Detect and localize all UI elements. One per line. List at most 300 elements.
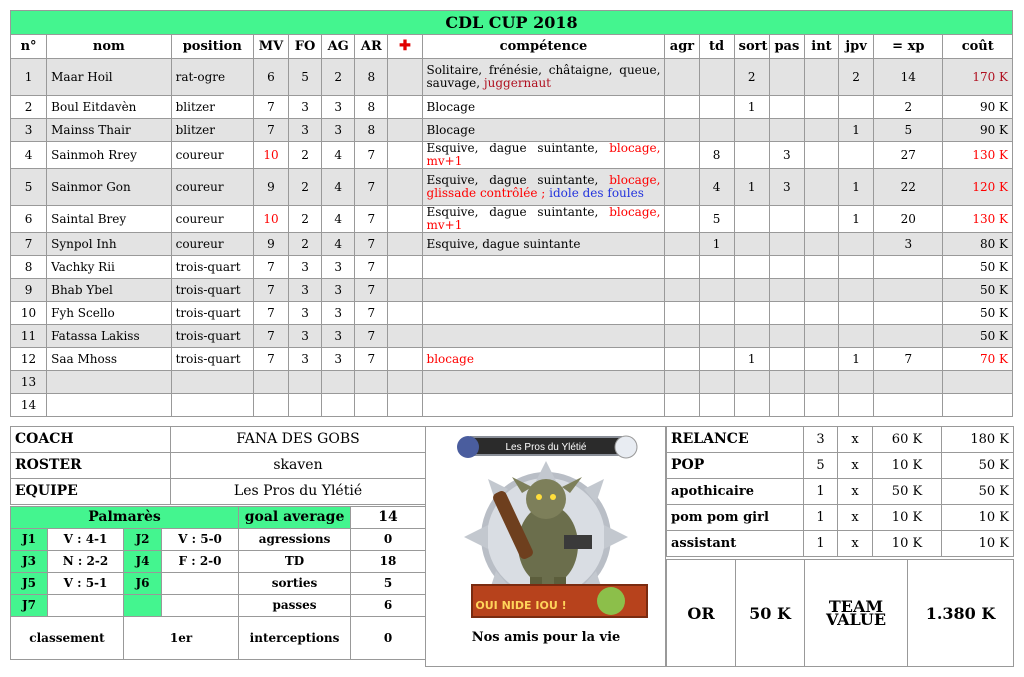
cell-sort [734,206,769,233]
cell-xp [874,394,943,417]
cell-pas [769,394,804,417]
cell-nom: Boul Eitdavèn [47,96,171,119]
cell-pas: 3 [769,169,804,206]
cell-nom [47,371,171,394]
team-logo [425,426,666,667]
cell-nom [47,394,171,417]
staff-qty: 1 [804,531,838,557]
roster-value: skaven [171,453,426,479]
cell-ag: 3 [322,256,355,279]
cell-xp: 22 [874,169,943,206]
cell-nom: Synpol Inh [47,233,171,256]
cell-injury [388,142,422,169]
cell-comp [422,59,665,96]
column-header: position [171,35,253,59]
cell-cout: 170 K [943,59,1013,96]
cell-nom: Mainss Thair [47,119,171,142]
stat-label: agressions [239,529,351,551]
cell-ar: 7 [355,256,388,279]
cell-n: 3 [11,119,47,142]
goal-average-label: goal average [239,507,351,529]
stat-value: 18 [351,551,426,573]
staff-total: 50 K [942,479,1014,505]
cell-cout: 130 K [943,206,1013,233]
skill-text: Esquive, dague suintante, [426,173,610,187]
staff-label: RELANCE [667,427,804,453]
cell-nom: Sainmor Gon [47,169,171,206]
table-row [11,256,1013,279]
cell-int [804,96,838,119]
cell-injury [388,119,422,142]
cell-ag: 4 [322,206,355,233]
team-value-label: TEAM VALUE [805,560,908,667]
cell-agr [665,302,699,325]
table-row [11,59,1013,96]
cell-injury [388,96,422,119]
table-row [11,206,1013,233]
cell-mv: 7 [253,348,288,371]
staff-x: x [838,531,873,557]
staff-label: assistant [667,531,804,557]
cell-comp [422,325,665,348]
cell-xp: 7 [874,348,943,371]
cell-pas [769,206,804,233]
column-header: AR [355,35,388,59]
cell-ar: 8 [355,119,388,142]
staff-x: x [838,453,873,479]
game-label: J6 [124,573,162,595]
skill-extra: blocage, mv+1 [426,141,661,168]
column-header: jpv [839,35,874,59]
game-label: J7 [11,595,48,617]
cell-comp [422,233,665,256]
cell-ag: 3 [322,279,355,302]
cell-xp: 14 [874,59,943,96]
game-label: J4 [124,551,162,573]
table-row [11,119,1013,142]
cell-position: rat-ogre [171,59,253,96]
cell-pas [769,256,804,279]
table-row [11,169,1013,206]
table-row [11,325,1013,348]
game-result: F : 2-0 [162,551,239,573]
table-row [11,233,1013,256]
cell-sort: 1 [734,96,769,119]
cell-sort [734,142,769,169]
cell-jpv: 1 [839,119,874,142]
game-label: J3 [11,551,48,573]
staff-x: x [838,479,873,505]
cell-td [699,302,734,325]
column-header: nom [47,35,171,59]
cell-ag: 4 [322,142,355,169]
cell-int [804,206,838,233]
cell-agr [665,348,699,371]
cell-comp [422,256,665,279]
cell-position: blitzer [171,96,253,119]
skill-text: Esquive, dague suintante, [426,205,610,219]
cell-int [804,348,838,371]
cell-n: 12 [11,348,47,371]
staff-unit: 10 K [873,453,942,479]
team-info-table [10,426,426,505]
stat-value: 0 [351,617,426,660]
cell-mv [253,394,288,417]
cell-int [804,325,838,348]
page-title: CDL CUP 2018 [11,11,1013,35]
cell-xp [874,325,943,348]
cell-sort [734,325,769,348]
staff-row [667,453,1014,479]
staff-unit: 10 K [873,505,942,531]
cell-jpv [839,371,874,394]
staff-total: 50 K [942,453,1014,479]
cell-n: 5 [11,169,47,206]
column-header [388,35,422,59]
cell-agr [665,142,699,169]
cell-ag: 4 [322,233,355,256]
cell-nom: Sainmoh Rrey [47,142,171,169]
stat-value: 0 [351,529,426,551]
cell-comp [422,169,665,206]
stat-value: 5 [351,573,426,595]
palmares-row [11,595,426,617]
staff-label: apothicaire [667,479,804,505]
cell-td: 1 [699,233,734,256]
cell-position: trois-quart [171,302,253,325]
cell-agr [665,371,699,394]
cell-comp [422,371,665,394]
table-row [11,371,1013,394]
cell-agr [665,325,699,348]
cell-jpv [839,394,874,417]
cell-comp [422,302,665,325]
cell-position [171,394,253,417]
cell-agr [665,279,699,302]
cell-sort: 1 [734,169,769,206]
column-header: int [804,35,838,59]
cell-injury [388,325,422,348]
totals-table [666,559,1014,667]
staff-qty: 1 [804,505,838,531]
staff-label: POP [667,453,804,479]
cell-int [804,302,838,325]
cell-nom: Saa Mhoss [47,348,171,371]
cell-fo: 3 [289,302,322,325]
cell-injury [388,371,422,394]
cell-td [699,279,734,302]
cell-cout: 50 K [943,279,1013,302]
cell-injury [388,394,422,417]
cell-ag: 3 [322,302,355,325]
staff-x: x [838,505,873,531]
cell-n: 4 [11,142,47,169]
cell-int [804,371,838,394]
equipe-value: Les Pros du Ylétié [171,479,426,505]
skill-extra: blocage, glissade contrôlée ; [426,173,661,200]
skill-text: Blocage [426,122,476,137]
cell-sort [734,279,769,302]
cell-agr [665,394,699,417]
cell-mv: 7 [253,96,288,119]
table-row [11,142,1013,169]
game-label [124,595,162,617]
coach-value: FANA DES GOBS [171,427,426,453]
staff-unit: 50 K [873,479,942,505]
equipe-label: EQUIPE [11,479,171,505]
cell-n: 14 [11,394,47,417]
cell-int [804,169,838,206]
cell-nom: Fatassa Lakiss [47,325,171,348]
cell-nom: Fyh Scello [47,302,171,325]
cell-int [804,59,838,96]
skill-text: Esquive, dague suintante, [426,141,610,155]
game-label: J1 [11,529,48,551]
cell-ar: 8 [355,96,388,119]
staff-total: 10 K [942,531,1014,557]
cell-ar: 7 [355,279,388,302]
staff-label: pom pom girl [667,505,804,531]
game-result: V : 5-0 [162,529,239,551]
column-header: AG [322,35,355,59]
cell-fo: 3 [289,256,322,279]
cell-xp: 20 [874,206,943,233]
cell-fo: 5 [289,59,322,96]
header-row [11,35,1013,59]
table-row [11,96,1013,119]
cell-agr [665,59,699,96]
roster-table [10,10,1013,417]
cell-pas [769,119,804,142]
cell-agr [665,256,699,279]
cell-injury [388,206,422,233]
cell-position: coureur [171,233,253,256]
cell-position: trois-quart [171,256,253,279]
skill-text: Esquive, dague suintante [426,236,581,251]
palmares-header-row [11,507,426,529]
cell-pas [769,371,804,394]
table-row [11,302,1013,325]
cell-jpv [839,96,874,119]
skill-extra: blocage [426,351,474,366]
cell-comp [422,96,665,119]
cell-mv: 10 [253,142,288,169]
cell-agr [665,96,699,119]
cell-sort [734,394,769,417]
cell-n: 11 [11,325,47,348]
cell-position: blitzer [171,119,253,142]
cell-jpv [839,233,874,256]
cell-nom: Maar Hoil [47,59,171,96]
cell-ag [322,394,355,417]
cell-pas [769,279,804,302]
cell-position [171,371,253,394]
staff-qty: 1 [804,479,838,505]
cell-fo: 2 [289,142,322,169]
staff-unit: 60 K [873,427,942,453]
team-value: 1.380 K [908,560,1014,667]
cell-td: 8 [699,142,734,169]
cell-jpv: 2 [839,59,874,96]
cell-ag: 3 [322,348,355,371]
cell-td [699,256,734,279]
cell-n: 7 [11,233,47,256]
stat-label: sorties [239,573,351,595]
cell-td [699,59,734,96]
cell-td [699,119,734,142]
cell-injury [388,279,422,302]
staff-qty: 5 [804,453,838,479]
cell-sort [734,233,769,256]
cell-ar: 7 [355,142,388,169]
cell-agr [665,233,699,256]
column-header: FO [289,35,322,59]
cell-int [804,119,838,142]
cell-mv: 6 [253,59,288,96]
cell-fo: 3 [289,279,322,302]
cell-ag: 3 [322,119,355,142]
cell-ag [322,371,355,394]
staff-unit: 10 K [873,531,942,557]
skill-extra-blue: idole des foules [549,186,644,200]
cell-cout [943,371,1013,394]
cell-mv: 7 [253,302,288,325]
cell-sort [734,119,769,142]
column-header: agr [665,35,699,59]
cell-cout: 50 K [943,302,1013,325]
cell-mv: 7 [253,256,288,279]
cell-position: coureur [171,142,253,169]
cell-cout: 80 K [943,233,1013,256]
staff-x: x [838,427,873,453]
cell-agr [665,206,699,233]
cell-fo: 2 [289,233,322,256]
staff-total: 180 K [942,427,1014,453]
classement-row [11,617,426,660]
skill-text: Blocage [426,99,476,114]
cell-position: trois-quart [171,279,253,302]
cell-sort [734,256,769,279]
cell-jpv: 1 [839,206,874,233]
cell-ag: 3 [322,325,355,348]
cell-jpv [839,279,874,302]
cell-fo: 3 [289,348,322,371]
palmares-table [10,506,426,660]
cell-ar: 8 [355,59,388,96]
cell-ar [355,394,388,417]
classement-label: classement [11,617,124,660]
cell-ar: 7 [355,348,388,371]
cell-td [699,325,734,348]
skill-extra: blocage, mv+1 [426,205,661,232]
logo-ribbon: OUI NIDE IOU ! [475,599,567,612]
palmares-row [11,529,426,551]
cell-pas [769,325,804,348]
cell-sort: 2 [734,59,769,96]
column-header: td [699,35,734,59]
game-result [162,595,239,617]
cell-xp: 2 [874,96,943,119]
cell-fo: 2 [289,169,322,206]
roster-label: ROSTER [11,453,171,479]
column-header: = xp [874,35,943,59]
cell-td [699,394,734,417]
cell-agr [665,169,699,206]
cell-n: 10 [11,302,47,325]
cell-nom: Saintal Brey [47,206,171,233]
cell-position: coureur [171,169,253,206]
cell-sort [734,302,769,325]
cell-jpv [839,325,874,348]
cell-comp [422,348,665,371]
cell-td [699,348,734,371]
cell-n: 8 [11,256,47,279]
cell-int [804,256,838,279]
cell-n: 13 [11,371,47,394]
cell-injury [388,169,422,206]
cell-fo: 2 [289,206,322,233]
game-result: V : 5-1 [48,573,124,595]
staff-table [666,426,1014,557]
cell-injury [388,59,422,96]
table-row [11,279,1013,302]
table-row [11,348,1013,371]
cell-cout: 130 K [943,142,1013,169]
game-result: N : 2-2 [48,551,124,573]
cell-pas [769,302,804,325]
cell-pas [769,59,804,96]
cell-pas [769,233,804,256]
cell-injury [388,348,422,371]
column-header: pas [769,35,804,59]
cell-fo: 3 [289,119,322,142]
palmares-label: Palmarès [11,507,239,529]
cell-int [804,233,838,256]
cell-fo: 3 [289,96,322,119]
cell-ar [355,371,388,394]
cell-ag: 3 [322,96,355,119]
cell-xp: 3 [874,233,943,256]
cell-int [804,394,838,417]
cell-comp [422,206,665,233]
game-result: V : 4-1 [48,529,124,551]
staff-row [667,479,1014,505]
column-header: MV [253,35,288,59]
cell-ar: 7 [355,206,388,233]
cell-cout: 90 K [943,96,1013,119]
cell-mv: 9 [253,233,288,256]
column-header: coût [943,35,1013,59]
cell-mv: 7 [253,325,288,348]
cell-position: trois-quart [171,348,253,371]
cell-agr [665,119,699,142]
cell-mv [253,371,288,394]
cell-mv: 7 [253,119,288,142]
cell-td [699,371,734,394]
cell-nom: Vachky Rii [47,256,171,279]
cell-fo [289,371,322,394]
cell-n: 6 [11,206,47,233]
cell-mv: 10 [253,206,288,233]
stat-value: 6 [351,595,426,617]
cell-pas [769,348,804,371]
staff-row [667,427,1014,453]
cell-td: 4 [699,169,734,206]
cell-sort: 1 [734,348,769,371]
column-header: sort [734,35,769,59]
logo-banner: Les Pros du Ylétié [505,442,587,453]
table-row [11,394,1013,417]
